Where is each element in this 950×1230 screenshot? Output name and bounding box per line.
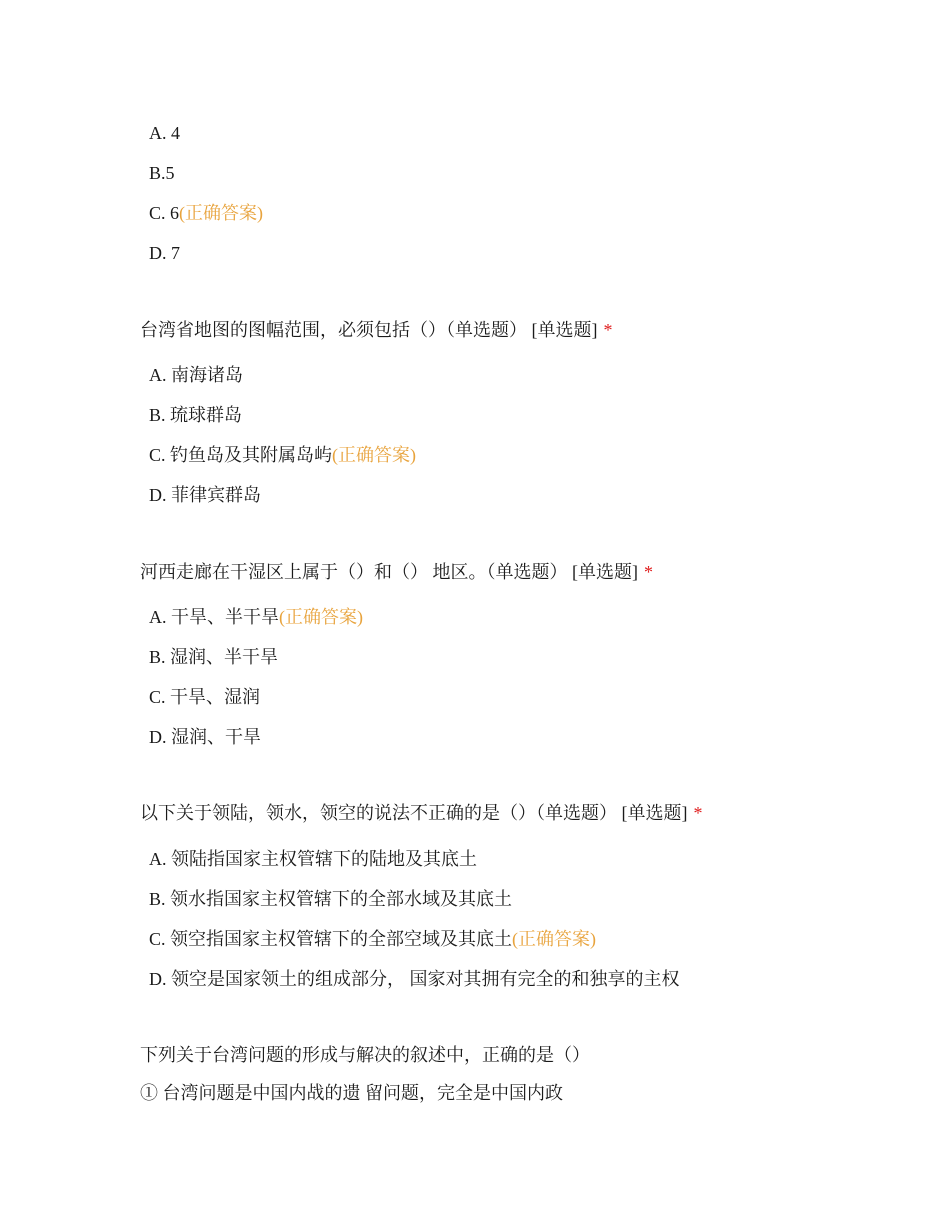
q1-option-d[interactable]: [149, 241, 180, 265]
q2-option-c[interactable]: [149, 443, 416, 467]
q5-title: [140, 1043, 590, 1067]
q1-option-a[interactable]: [149, 121, 180, 145]
q5-statement-1: [140, 1081, 563, 1105]
q4-option-d[interactable]: [149, 967, 680, 991]
q4-option-a[interactable]: [149, 847, 477, 871]
option-label: B. 湿润、半干旱: [149, 647, 279, 667]
q2-option-d[interactable]: [149, 483, 261, 507]
q3-option-d[interactable]: [149, 725, 261, 749]
option-label: B. 琉球群岛: [149, 405, 243, 425]
question-text: 下列关于台湾问题的形成与解决的叙述中，正确的是（）: [140, 1045, 590, 1065]
q1-option-b[interactable]: [149, 161, 175, 185]
q3-option-b[interactable]: [149, 645, 278, 669]
correct-answer-tag: (正确答案): [332, 445, 417, 465]
q4-option-b[interactable]: [149, 887, 512, 911]
option-label: B.5: [149, 163, 175, 183]
option-label: D. 湿润、干旱: [149, 727, 261, 747]
option-label: D. 领空是国家领土的组成部分， 国家对其拥有完全的和独享的主权: [149, 969, 680, 989]
option-label: D. 7: [149, 243, 180, 263]
required-mark: *: [693, 803, 703, 823]
option-label: A. 干旱、半干旱: [149, 607, 279, 627]
q4-option-c[interactable]: [149, 927, 596, 951]
option-label: B. 领水指国家主权管辖下的全部水域及其底土: [149, 889, 513, 909]
q1-option-c[interactable]: [149, 201, 263, 225]
option-label: A. 4: [149, 123, 180, 143]
q3-option-c[interactable]: [149, 685, 260, 709]
question-text: 河西走廊在干湿区上属于（）和（） 地区。（单选题） [单选题]: [140, 562, 638, 582]
correct-answer-tag: (正确答案): [279, 607, 363, 627]
q2-option-b[interactable]: [149, 403, 242, 427]
option-label: C. 干旱、湿润: [149, 687, 261, 707]
q2-option-a[interactable]: [149, 363, 243, 387]
required-mark: *: [644, 562, 653, 582]
option-label: C. 6: [149, 203, 180, 223]
correct-answer-tag: (正确答案): [179, 203, 264, 223]
q4-title: [140, 801, 703, 825]
option-label: C. 领空指国家主权管辖下的全部空域及其底土: [149, 929, 513, 949]
correct-answer-tag: (正确答案): [512, 929, 597, 949]
option-label: D. 菲律宾群岛: [149, 485, 261, 505]
statement-text: ① 台湾问题是中国内战的遗 留问题，完全是中国内政: [140, 1083, 563, 1103]
q3-title: [140, 560, 653, 584]
q2-title: [140, 318, 613, 342]
option-label: A. 南海诸岛: [149, 365, 243, 385]
option-label: C. 钓鱼岛及其附属岛屿: [149, 445, 333, 465]
required-mark: *: [603, 320, 613, 340]
question-text: 以下关于领陆，领水，领空的说法不正确的是（）（单选题） [单选题]: [140, 803, 688, 823]
q3-option-a[interactable]: [149, 605, 363, 629]
question-text: 台湾省地图的图幅范围，必须包括（）（单选题） [单选题]: [140, 320, 598, 340]
option-label: A. 领陆指国家主权管辖下的陆地及其底土: [149, 849, 477, 869]
